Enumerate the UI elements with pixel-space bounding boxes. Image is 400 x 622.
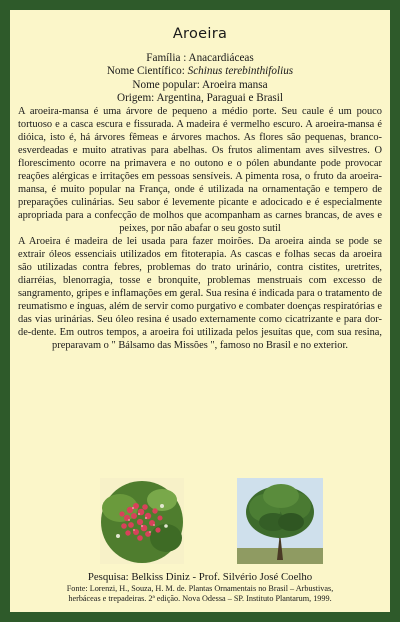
source-line-2: herbáceas e trepadeiras. 2ª edição. Nova Odessa – SP. Instituto Plantarum, 1999. — [68, 594, 332, 604]
aroeira-tree-photo — [237, 478, 323, 564]
page-title: Aroeira — [172, 26, 228, 42]
origin-line: Origem: Argentina, Paraguai e Brasil — [116, 91, 283, 104]
scientific-name-value: Schinus terebinthifolius — [187, 65, 294, 78]
info-card — [10, 10, 390, 612]
description-text — [18, 105, 382, 352]
research-credit: Pesquisa: Belkiss Diniz - Prof. Silvério José Coelho — [87, 571, 313, 583]
description-paragraph-1: A aroeira-mansa é uma árvore de pequeno a médio porte. Seu caule é um pouco tortuoso e a casca escura e fissurada. A madeira é vermelho escuro. A aroeira-mansa é dióica, isto é, há árvores fêmeas e árvores machos. As flores são pequenas, branco-esverdeadas e muito atrativas para abelhas. Os frutos alimentam aves silvestres. O florescimento ocorre na primavera e no outono e o pólen abundante pode provocar reações alérgicas e irritações em pessoas sensíveis. A pimenta rosa, o fruto da aroeira-mansa, é muito popular na França, onde é utilizada na ornamentação e tempero de preparações culinárias. Seu sabor é levemente picante e adocicado e é especialmente apropriada para a confecção de molhos que acompanham as carnes brancas, de aves e peixes, por não abafar o seu gosto sutil — [18, 106, 382, 235]
description-paragraph-2: A Aroeira é madeira de lei usada para fazer moirões. Da aroeira ainda se pode se extrair óleos essenciais utilizados em fitoterapia. As cascas e folhas secas da aroeira são utilizadas contra febres, problemas do trato urinário, contra cistites, uretrites, diarréias, blenorragia, tosse e bronquite, problemas menstruais com excesso de sangramento, gripes e inflamações em geral. Sua resina é indicada para o tratamento de reumatismo e ínguas, além de servir como purgativo e combater doenças respiratórias e das vias urinárias. Seu óleo resina é usado externamente como cicatrizante e para dor-de-dente. Em outros tempos, a aroeira foi utilizada pelos jesuítas que, com sua resina, preparavam o " Bálsamo das Missões ", famoso no Brasil e no exterior. — [18, 236, 382, 352]
plant-metadata — [10, 52, 390, 105]
pink-pepper-fruits-photo — [100, 478, 184, 564]
scientific-name-line — [10, 65, 390, 78]
scientific-name-label: Nome Científico: — [106, 65, 188, 78]
source-reference — [10, 584, 390, 604]
source-line-1: Fonte: Lorenzi, H., Souza, H. M. de. Plantas Ornamentais no Brasil – Arbustivas, — [66, 584, 334, 593]
family-line: Família : Anacardiáceas — [146, 52, 254, 64]
photo-row — [10, 478, 390, 566]
popular-name-line: Nome popular: Aroeira mansa — [132, 78, 268, 91]
